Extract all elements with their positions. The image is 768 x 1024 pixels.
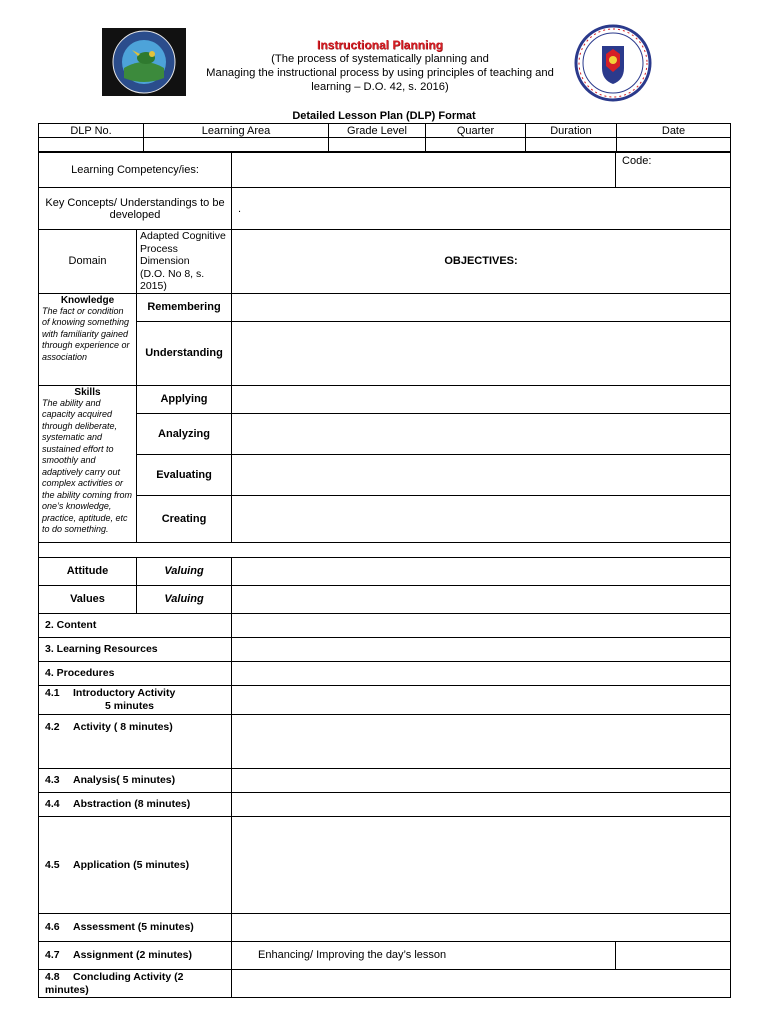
key-concepts-row — [39, 188, 731, 230]
activity-title: Activity ( 8 minutes) — [73, 720, 173, 733]
abstraction-row — [39, 792, 731, 816]
remembering-objective-field[interactable] — [232, 293, 731, 321]
assessment-label — [39, 913, 232, 941]
grade-level-field[interactable] — [329, 138, 426, 152]
concluding-activity-title: Concluding Activity (2 minutes) — [45, 970, 184, 996]
analyzing-label: Analyzing — [137, 413, 232, 454]
resources-row — [39, 637, 731, 661]
content-label: 2. Content — [39, 613, 232, 637]
skills-title: Skills — [74, 386, 101, 398]
analysis-row — [39, 768, 731, 792]
deped-seal-logo — [568, 24, 658, 102]
application-title: Application (5 minutes) — [73, 858, 190, 871]
quarter-field[interactable] — [426, 138, 526, 152]
dimension-header — [137, 230, 232, 294]
remembering-row — [39, 293, 731, 321]
dimension-header-line-3: (D.O. No 8, s. 2015) — [140, 267, 205, 292]
abstraction-number: 4.4 — [45, 798, 60, 810]
application-field[interactable] — [232, 816, 731, 913]
procedures-row — [39, 661, 731, 685]
learning-area-field[interactable] — [144, 138, 329, 152]
header-subtitle-line-3: learning – D.O. 42, s. 2016) — [311, 81, 449, 93]
introductory-activity-number: 4.1 — [45, 686, 60, 699]
assignment-number: 4.7 — [45, 949, 60, 961]
objectives-header: OBJECTIVES: — [232, 230, 731, 294]
lesson-plan-table — [38, 152, 731, 998]
division-seal-logo — [102, 28, 186, 96]
grade-level-header: Grade Level — [329, 124, 426, 138]
assessment-field[interactable] — [232, 913, 731, 941]
resources-label: 3. Learning Resources — [39, 637, 232, 661]
abstraction-field[interactable] — [232, 792, 731, 816]
code-field[interactable] — [616, 153, 731, 188]
competency-label: Learning Competency/ies: — [39, 153, 232, 188]
applying-row — [39, 385, 731, 413]
procedures-label: 4. Procedures — [39, 661, 232, 685]
evaluating-label: Evaluating — [137, 454, 232, 495]
abstraction-label — [39, 792, 232, 816]
introductory-activity-label — [39, 685, 232, 714]
form-title: Detailed Lesson Plan (DLP) Format — [292, 110, 476, 122]
dimension-header-line-2: Process Dimension — [140, 242, 190, 267]
competency-field[interactable] — [232, 153, 616, 188]
understanding-objective-field[interactable] — [232, 321, 731, 385]
application-number: 4.5 — [45, 858, 60, 871]
spacer-row — [39, 542, 731, 557]
content-field[interactable] — [232, 613, 731, 637]
assessment-title: Assessment (5 minutes) — [73, 921, 194, 933]
header-title-block — [190, 38, 570, 94]
domain-header: Domain — [39, 230, 137, 294]
dlp-info-table — [38, 123, 731, 152]
attitude-dimension: Valuing — [137, 557, 232, 585]
content-row — [39, 613, 731, 637]
dlp-info-header-row — [39, 124, 731, 138]
assignment-title: Assignment (2 minutes) — [73, 949, 193, 961]
attitude-row — [39, 557, 731, 585]
creating-objective-field[interactable] — [232, 495, 731, 542]
knowledge-domain — [39, 293, 137, 385]
introductory-activity-title: Introductory Activity — [73, 686, 176, 699]
creating-label: Creating — [137, 495, 232, 542]
dimension-header-line-1: Adapted Cognitive — [140, 230, 226, 242]
resources-field[interactable] — [232, 637, 731, 661]
spacer-cell — [39, 542, 731, 557]
analysis-number: 4.3 — [45, 774, 60, 786]
attitude-label: Attitude — [39, 557, 137, 585]
values-objective-field[interactable] — [232, 585, 731, 613]
date-header: Date — [617, 124, 731, 138]
key-concepts-label: Key Concepts/ Understandings to be developed — [39, 188, 232, 230]
concluding-activity-label — [39, 969, 232, 997]
assessment-number: 4.6 — [45, 921, 60, 933]
activity-number: 4.2 — [45, 720, 60, 733]
application-label — [39, 816, 232, 913]
assignment-row — [39, 941, 731, 969]
knowledge-title: Knowledge — [60, 294, 115, 306]
assignment-note: Enhancing/ Improving the day’s lesson — [232, 941, 616, 969]
learning-area-header: Learning Area — [144, 124, 329, 138]
creating-row — [39, 495, 731, 542]
header-subtitle-line-2: Managing the instructional process by using principles of teaching and — [206, 67, 554, 79]
procedures-field[interactable] — [232, 661, 731, 685]
application-row — [39, 816, 731, 913]
analyzing-row — [39, 413, 731, 454]
attitude-objective-field[interactable] — [232, 557, 731, 585]
analyzing-objective-field[interactable] — [232, 413, 731, 454]
understanding-row — [39, 321, 731, 385]
introductory-activity-field[interactable] — [232, 685, 731, 714]
code-label: Code: — [622, 155, 652, 167]
assignment-label — [39, 941, 232, 969]
introductory-activity-time: 5 minutes — [105, 699, 155, 712]
activity-row — [39, 714, 731, 768]
values-label: Values — [39, 585, 137, 613]
analysis-field[interactable] — [232, 768, 731, 792]
dlp-no-field[interactable] — [39, 138, 144, 152]
understanding-label: Understanding — [137, 321, 232, 385]
analysis-label — [39, 768, 232, 792]
skills-domain — [39, 385, 137, 542]
dlp-info-value-row — [39, 138, 731, 152]
activity-field[interactable] — [232, 714, 731, 768]
date-field[interactable] — [617, 138, 731, 152]
key-concepts-value: . — [238, 202, 242, 215]
activity-label — [39, 714, 232, 768]
introductory-activity-row — [39, 685, 731, 714]
remembering-label: Remembering — [137, 293, 232, 321]
applying-objective-field[interactable] — [232, 385, 731, 413]
knowledge-description: The fact or condition of knowing something with familiarity gained through experience or association — [42, 305, 130, 362]
header-subtitle-line-1: (The process of systematically planning and — [271, 53, 489, 65]
assessment-row — [39, 913, 731, 941]
values-row — [39, 585, 731, 613]
applying-label: Applying — [137, 385, 232, 413]
duration-field[interactable] — [526, 138, 617, 152]
values-dimension: Valuing — [137, 585, 232, 613]
page-header — [0, 0, 768, 110]
analysis-title: Analysis( 5 minutes) — [73, 774, 176, 786]
assignment-field[interactable] — [616, 941, 731, 969]
key-concepts-field[interactable] — [232, 188, 731, 230]
duration-header: Duration — [526, 124, 617, 138]
competency-row — [39, 153, 731, 188]
concluding-activity-row — [39, 969, 731, 997]
evaluating-objective-field[interactable] — [232, 454, 731, 495]
concluding-activity-number: 4.8 — [45, 970, 60, 983]
quarter-header: Quarter — [426, 124, 526, 138]
evaluating-row — [39, 454, 731, 495]
concluding-activity-field[interactable] — [232, 969, 731, 997]
dlp-no-header: DLP No. — [39, 124, 144, 138]
abstraction-title: Abstraction (8 minutes) — [73, 798, 191, 810]
objectives-header-row — [39, 230, 731, 294]
header-title: Instructional Planning — [316, 38, 443, 52]
skills-description: The ability and capacity acquired through deliberate, systematic and sustained effort to smoothly and adaptively carry out complex activities or the ability coming from one’s knowledge, practice, aptitude, etc to do something. — [42, 397, 133, 534]
